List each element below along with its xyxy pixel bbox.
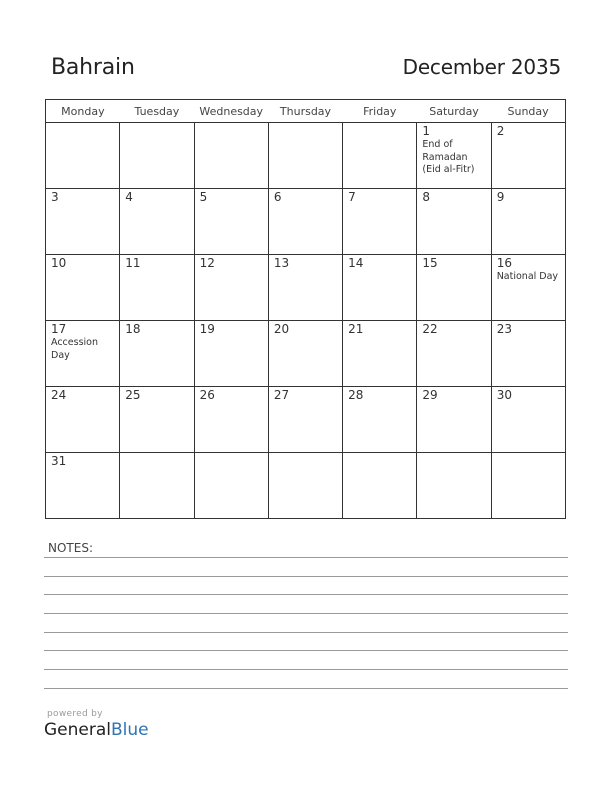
brand-blue-text: Blue [111, 720, 149, 740]
day-cell [343, 123, 417, 189]
day-cell [120, 453, 194, 519]
note-line [44, 688, 568, 689]
day-cell [417, 453, 491, 519]
weekday-header: Friday [343, 100, 417, 123]
day-cell [491, 453, 565, 519]
day-cell [194, 123, 268, 189]
day-number: 4 [125, 190, 133, 204]
day-cell [491, 387, 565, 453]
day-cell [268, 255, 342, 321]
day-cell [417, 255, 491, 321]
day-cell [268, 189, 342, 255]
day-number: 12 [199, 256, 215, 270]
day-cell [491, 123, 565, 189]
day-cell [194, 189, 268, 255]
day-cell [46, 255, 120, 321]
day-cell [417, 321, 491, 387]
weekday-header: Sunday [491, 100, 565, 123]
day-number: 6 [273, 190, 282, 204]
day-number: 5 [199, 190, 208, 204]
day-number: 7 [348, 190, 356, 204]
day-number: 10 [51, 256, 67, 270]
weekday-header: Saturday [417, 100, 491, 123]
day-cell [194, 453, 268, 519]
day-number: 27 [273, 388, 290, 402]
week-row [46, 255, 566, 321]
day-number: 14 [348, 256, 364, 270]
day-cell [46, 123, 120, 189]
weekday-header-row [46, 100, 566, 123]
day-cell [343, 387, 417, 453]
day-number: 18 [125, 322, 141, 336]
day-number: 28 [348, 388, 364, 402]
day-number: 24 [51, 388, 67, 402]
day-cell [120, 387, 194, 453]
day-cell [46, 453, 120, 519]
day-number: 11 [125, 256, 141, 270]
note-line [44, 594, 568, 595]
day-cell [268, 387, 342, 453]
day-number: 15 [422, 256, 438, 270]
day-number: 19 [199, 322, 215, 336]
note-line [44, 613, 568, 614]
day-number: 23 [496, 322, 512, 336]
day-number: 1 [422, 124, 431, 138]
day-number: 17 [51, 322, 67, 336]
day-cell [417, 123, 491, 189]
day-cell [194, 387, 268, 453]
day-cell [194, 321, 268, 387]
day-number: 20 [273, 322, 290, 336]
day-cell [343, 321, 417, 387]
note-line [44, 632, 568, 633]
holiday-label: End of Ramadan (Eid al-Fitr) [422, 139, 475, 175]
day-cell [343, 453, 417, 519]
day-number: 2 [496, 124, 505, 138]
week-row [46, 453, 566, 519]
powered-by-text: powered by [47, 709, 103, 719]
day-number: 16 [496, 256, 512, 270]
calendar-grid [45, 99, 566, 519]
day-cell [120, 123, 194, 189]
day-cell [46, 189, 120, 255]
day-cell [491, 321, 565, 387]
day-cell [268, 123, 342, 189]
week-row [46, 387, 566, 453]
day-number: 30 [496, 388, 512, 402]
notes-label: NOTES: [48, 541, 93, 555]
day-cell [194, 255, 268, 321]
day-number: 3 [51, 190, 59, 204]
weekday-header: Thursday [268, 100, 342, 123]
note-line [44, 669, 568, 670]
brand-general-text: General [44, 720, 111, 740]
day-number: 26 [199, 388, 215, 402]
note-line [44, 650, 568, 651]
generalblue-logo[interactable] [44, 720, 149, 740]
day-cell [120, 189, 194, 255]
day-cell [46, 387, 120, 453]
day-number: 13 [273, 256, 290, 270]
note-line [44, 557, 568, 558]
week-row [46, 123, 566, 189]
weekday-header: Tuesday [120, 100, 194, 123]
week-row [46, 321, 566, 387]
note-line [44, 576, 568, 577]
day-cell [417, 189, 491, 255]
day-number: 25 [125, 388, 141, 402]
day-cell [491, 189, 565, 255]
day-number: 9 [496, 190, 505, 204]
day-cell [268, 453, 342, 519]
day-cell [343, 189, 417, 255]
day-cell [46, 321, 120, 387]
day-cell [120, 255, 194, 321]
week-row [46, 189, 566, 255]
day-cell [343, 255, 417, 321]
day-number: 31 [51, 454, 67, 468]
day-cell [120, 321, 194, 387]
day-number: 21 [348, 322, 364, 336]
day-number: 8 [422, 190, 431, 204]
day-number: 29 [422, 388, 438, 402]
day-cell [268, 321, 342, 387]
day-number: 22 [422, 322, 438, 336]
day-cell [417, 387, 491, 453]
day-cell [491, 255, 565, 321]
weekday-header: Wednesday [194, 100, 268, 123]
holiday-label: National Day [496, 271, 559, 282]
month-year-title: December 2035 [402, 55, 561, 79]
country-title: Bahrain [51, 55, 135, 80]
holiday-label: Accession Day [51, 337, 98, 361]
weekday-header: Monday [46, 100, 120, 123]
